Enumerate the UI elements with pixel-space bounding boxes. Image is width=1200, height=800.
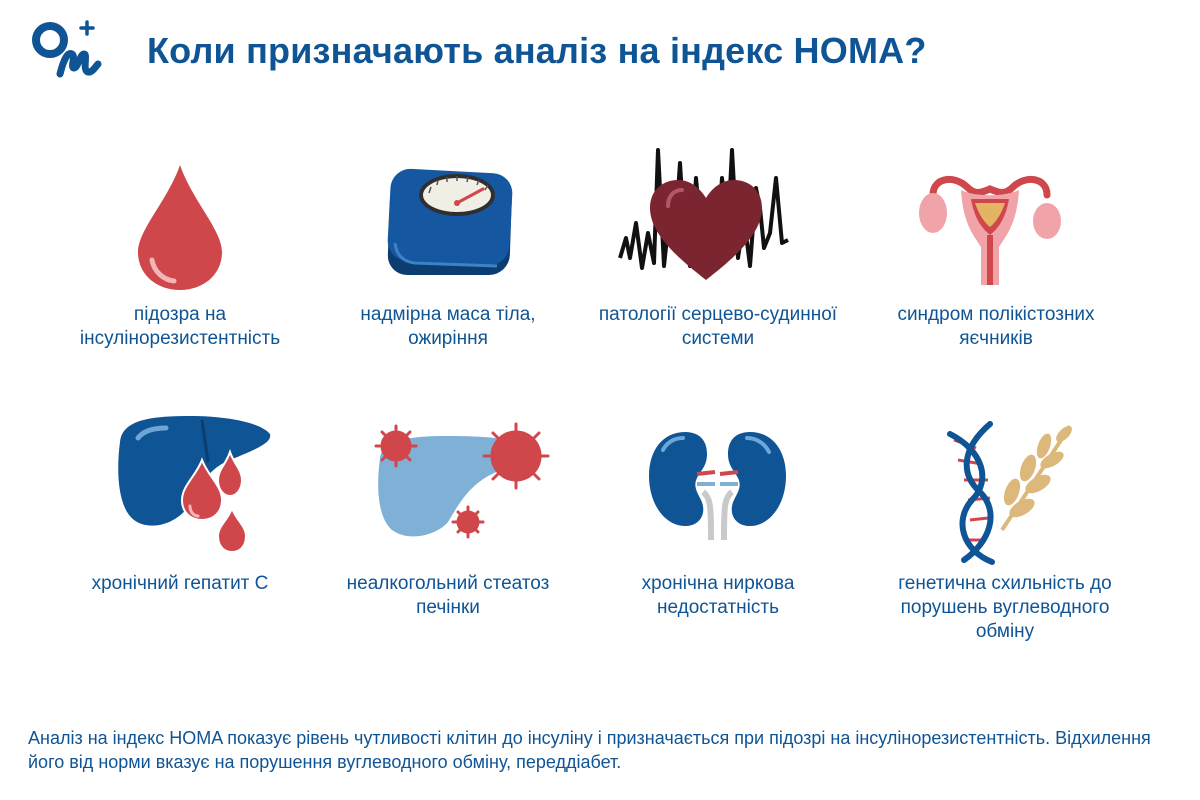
- brand-logo[interactable]: [30, 18, 102, 80]
- kidneys-icon: [645, 428, 790, 543]
- page-title: Коли призначають аналіз на індекс HOMA?: [147, 30, 927, 71]
- item-label: підозра на інсулінорезистентність: [79, 304, 281, 349]
- item-label: хронічна ниркова недостатність: [641, 573, 795, 618]
- item-label: неалкогольний стеатоз печінки: [346, 573, 550, 618]
- fatty-liver-virus-icon: [368, 418, 558, 543]
- uterus-ovaries-icon: [905, 165, 1075, 287]
- item-label: генетична схильність до порушень вуглеводного обміну: [898, 573, 1112, 642]
- dna-wheat-icon: [942, 420, 1082, 565]
- bathroom-scale-icon: [385, 165, 520, 280]
- item-label: патології серцево-судинної системи: [598, 304, 838, 349]
- item-label: надмірна маса тіла, ожиріння: [360, 304, 536, 349]
- liver-blood-icon: [110, 412, 275, 557]
- item-label: синдром полікістозних яєчників: [897, 304, 1095, 349]
- item-label: хронічний гепатит С: [91, 573, 269, 594]
- footer-description: Аналіз на індекс HOMA показує рівень чутливості клітин до інсуліну і призначається при підозрі на інсулінорезистентність. Відхилення його від норми вказує на порушення вуглеводного обміну, переддіабет.: [28, 728, 1151, 772]
- heart-pulse-icon: [618, 148, 793, 283]
- blood-drop-icon: [130, 160, 230, 295]
